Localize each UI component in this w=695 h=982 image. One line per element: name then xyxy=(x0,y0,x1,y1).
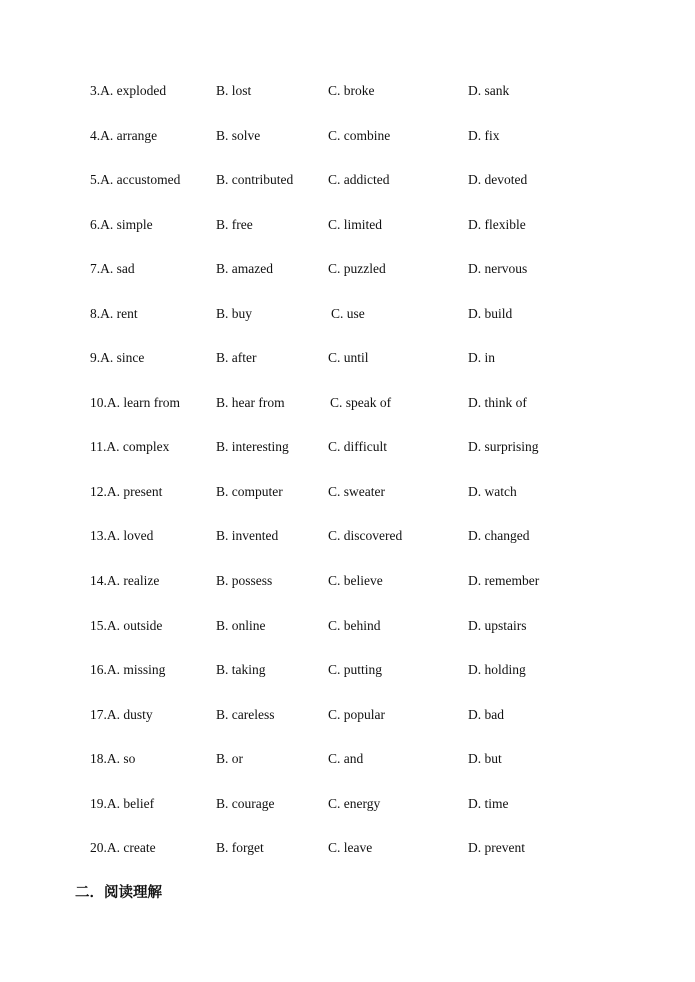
question-row-19 xyxy=(0,794,695,814)
option-a: 15.A. outside xyxy=(90,618,163,633)
option-b: B. computer xyxy=(216,484,283,499)
option-c: C. limited xyxy=(328,217,382,232)
option-b: B. forget xyxy=(216,840,264,855)
option-a: 8.A. rent xyxy=(90,306,138,321)
option-d: D. but xyxy=(468,751,502,766)
question-row-3 xyxy=(0,81,695,101)
option-a: 4.A. arrange xyxy=(90,128,158,143)
option-c: C. discovered xyxy=(328,528,403,543)
option-b: B. courage xyxy=(216,796,275,811)
option-b: B. hear from xyxy=(216,395,285,410)
option-d: D. upstairs xyxy=(468,618,527,633)
option-b: B. interesting xyxy=(216,439,289,454)
option-a: 14.A. realize xyxy=(90,573,160,588)
option-d: D. holding xyxy=(468,662,526,677)
option-b: B. amazed xyxy=(216,261,273,276)
option-d: D. devoted xyxy=(468,172,528,187)
option-c: C. energy xyxy=(328,796,381,811)
option-a: 16.A. missing xyxy=(90,662,166,677)
question-row-9 xyxy=(0,348,695,368)
option-d: D. time xyxy=(468,796,509,811)
option-b: B. solve xyxy=(216,128,261,143)
option-b: B. after xyxy=(216,350,257,365)
option-a: 11.A. complex xyxy=(90,439,170,454)
option-b: B. or xyxy=(216,751,243,766)
option-d: D. remember xyxy=(468,573,540,588)
option-a: 19.A. belief xyxy=(90,796,155,811)
option-d: D. think of xyxy=(468,395,527,410)
question-row-12 xyxy=(0,482,695,502)
option-c: C. sweater xyxy=(328,484,385,499)
option-d: D. flexible xyxy=(468,217,526,232)
question-row-15 xyxy=(0,616,695,636)
question-row-13 xyxy=(0,526,695,546)
question-row-10 xyxy=(0,393,695,413)
question-row-5 xyxy=(0,170,695,190)
option-b: B. invented xyxy=(216,528,279,543)
option-d: D. changed xyxy=(468,528,530,543)
option-a: 9.A. since xyxy=(90,350,145,365)
option-b: B. lost xyxy=(216,83,252,98)
option-b: B. careless xyxy=(216,707,275,722)
option-c: C. believe xyxy=(328,573,383,588)
option-a: 13.A. loved xyxy=(90,528,154,543)
option-a: 20.A. create xyxy=(90,840,156,855)
option-a: 10.A. learn from xyxy=(90,395,180,410)
option-c: C. combine xyxy=(328,128,391,143)
option-b: B. buy xyxy=(216,306,253,321)
option-b: B. online xyxy=(216,618,266,633)
question-row-8 xyxy=(0,304,695,324)
question-row-17 xyxy=(0,705,695,725)
question-row-14 xyxy=(0,571,695,591)
option-b: B. taking xyxy=(216,662,266,677)
option-c: C. use xyxy=(331,306,365,321)
option-d: D. prevent xyxy=(468,840,525,855)
option-d: D. bad xyxy=(468,707,504,722)
question-row-4 xyxy=(0,126,695,146)
option-a: 12.A. present xyxy=(90,484,163,499)
question-row-16 xyxy=(0,660,695,680)
question-row-11 xyxy=(0,437,695,457)
option-d: D. fix xyxy=(468,128,500,143)
option-a: 7.A. sad xyxy=(90,261,135,276)
option-d: D. sank xyxy=(468,83,510,98)
option-b: B. free xyxy=(216,217,253,232)
option-d: D. surprising xyxy=(468,439,539,454)
section-heading: 二．阅读理解 xyxy=(75,885,162,901)
option-d: D. watch xyxy=(468,484,517,499)
option-a: 17.A. dusty xyxy=(90,707,153,722)
question-row-6 xyxy=(0,215,695,235)
option-a: 18.A. so xyxy=(90,751,136,766)
option-c: C. difficult xyxy=(328,439,387,454)
option-b: B. possess xyxy=(216,573,273,588)
option-c: C. behind xyxy=(328,618,381,633)
option-d: D. nervous xyxy=(468,261,528,276)
option-c: C. broke xyxy=(328,83,375,98)
question-row-20 xyxy=(0,838,695,858)
option-c: C. leave xyxy=(328,840,373,855)
option-d: D. build xyxy=(468,306,513,321)
option-c: C. speak of xyxy=(330,395,392,410)
option-b: B. contributed xyxy=(216,172,294,187)
option-a: 3.A. exploded xyxy=(90,83,167,98)
option-d: D. in xyxy=(468,350,495,365)
option-c: C. popular xyxy=(328,707,385,722)
option-a: 5.A. accustomed xyxy=(90,172,181,187)
question-row-7 xyxy=(0,259,695,279)
option-c: C. addicted xyxy=(328,172,390,187)
option-c: C. and xyxy=(328,751,364,766)
option-c: C. puzzled xyxy=(328,261,386,276)
question-row-18 xyxy=(0,749,695,769)
option-c: C. putting xyxy=(328,662,383,677)
option-a: 6.A. simple xyxy=(90,217,153,232)
option-c: C. until xyxy=(328,350,369,365)
